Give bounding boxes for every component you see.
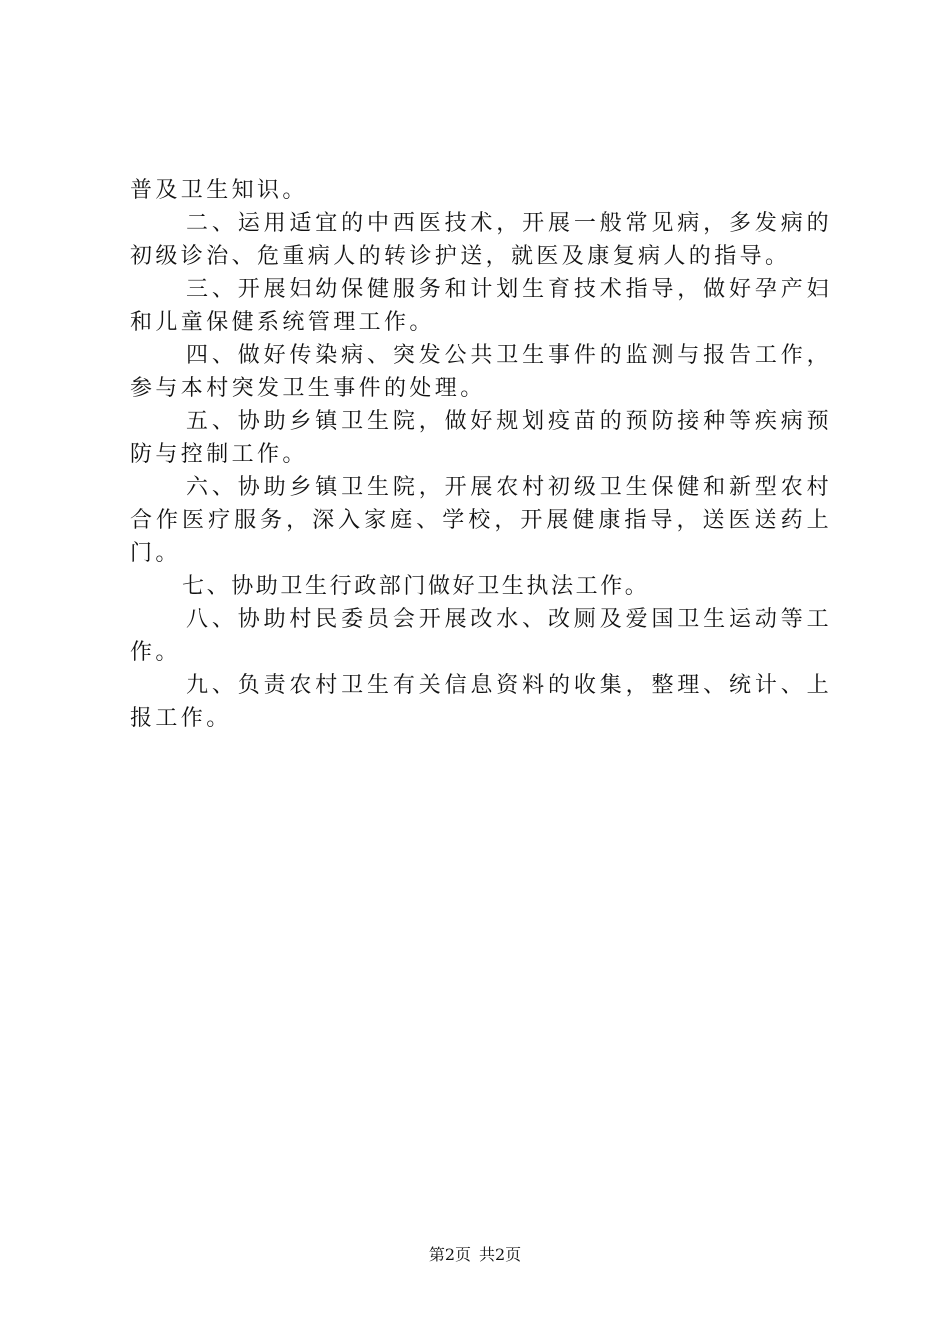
paragraph-item-2: 二、运用适宜的中西医技术，开展一般常见病，多发病的初级诊治、危重病人的转诊护送，就医及康复病人的指导。	[130, 211, 832, 269]
page-number-current: 第2页	[428, 1245, 471, 1264]
page-number-total: 共2页	[479, 1245, 522, 1264]
paragraph-continuation: 普及卫生知识。	[130, 178, 308, 203]
paragraph-item-7: 七、协助卫生行政部门做好卫生执法工作。	[182, 574, 650, 599]
paragraph-item-8: 八、协助村民委员会开展改水、改厕及爱国卫生运动等工作。	[130, 607, 832, 665]
document-body	[130, 174, 832, 735]
paragraph-item-9: 九、负责农村卫生有关信息资料的收集，整理、统计、上报工作。	[130, 673, 832, 731]
paragraph-item-4: 四、做好传染病、突发公共卫生事件的监测与报告工作，参与本村突发卫生事件的处理。	[130, 343, 832, 401]
paragraph-item-3: 三、开展妇幼保健服务和计划生育技术指导，做好孕产妇和儿童保健系统管理工作。	[130, 277, 832, 335]
paragraph-item-6: 六、协助乡镇卫生院，开展农村初级卫生保健和新型农村合作医疗服务，深入家庭、学校，开展健康指导，送医送药上门。	[130, 475, 832, 566]
page-footer	[0, 1243, 950, 1267]
paragraph-item-5: 五、协助乡镇卫生院，做好规划疫苗的预防接种等疾病预防与控制工作。	[130, 409, 832, 467]
